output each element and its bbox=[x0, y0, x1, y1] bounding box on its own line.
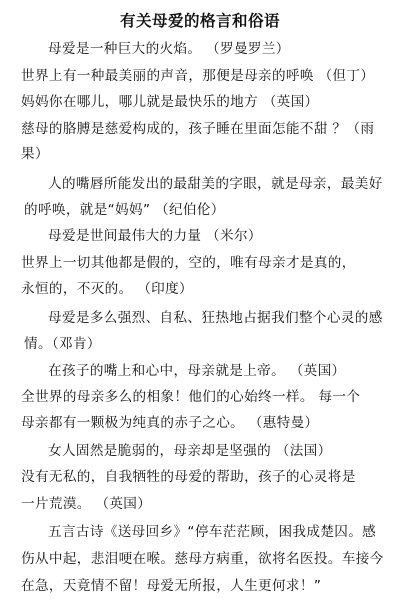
quote-line: 慈母的胳膊是慈爱构成的，孩子睡在里面怎能不甜 ？（雨 bbox=[21, 121, 375, 137]
quote-line: 的呼唤，就是“妈妈” （纪伯伦） bbox=[24, 202, 225, 218]
quote-line: 母爱是一种巨大的火焰。 （罗曼罗兰） bbox=[48, 41, 290, 57]
document-title: 有关母爱的格言和俗语 bbox=[119, 12, 280, 30]
quote-line: 母爱是多么强烈、自私、狂热地占据我们整个心灵的感 bbox=[48, 310, 383, 326]
quote-line: 妈妈你在哪儿，哪儿就是最快乐的地方 （英国） bbox=[21, 94, 319, 110]
quote-line: 在急，天竟情不留！母爱无所报，人生更何求！” bbox=[21, 578, 322, 594]
quote-line: 果） bbox=[21, 146, 49, 162]
quote-line: 永恒的，不灭的。 （印度） bbox=[21, 281, 193, 297]
quote-line: 女人固然是脆弱的，母亲却是坚强的 （法国） bbox=[48, 443, 332, 459]
quote-line: 伤从中起，悲泪哽在喉。慈母方病重，欲将名医投。车接今 bbox=[21, 551, 384, 567]
quote-line: 人的嘴唇所能发出的最甜美的字眼，就是母亲，最美好 bbox=[48, 176, 383, 192]
quote-line: 五言古诗《送母回乡》“停车茫茫顾，困我成楚囚。感 bbox=[48, 524, 377, 540]
quote-line: 没有无私的，自我牺牲的母爱的帮助，孩子的心灵将是 bbox=[21, 469, 356, 485]
quote-line: 一片荒漠。 （英国） bbox=[21, 496, 152, 512]
quote-line: 世界上有一种最美丽的声音，那便是母亲的呼唤 （但丁） bbox=[21, 68, 375, 84]
quote-line: 在孩子的嘴上和心中，母亲就是上帝。 （英国） bbox=[48, 363, 346, 379]
quote-line: 母爱是世间最伟大的力量 （米尔） bbox=[48, 228, 262, 244]
quote-line: 母亲都有一颗极为纯真的赤子之心。 （惠特曼） bbox=[21, 415, 319, 431]
quote-line: 情。（邓肯） bbox=[24, 336, 101, 352]
quote-line: 世界上一切其他都是假的，空的，唯有母亲才是真的， bbox=[21, 255, 356, 271]
quote-line: 全世界的母亲多么的相象！他们的心始终一样。 每一个 bbox=[21, 389, 361, 405]
